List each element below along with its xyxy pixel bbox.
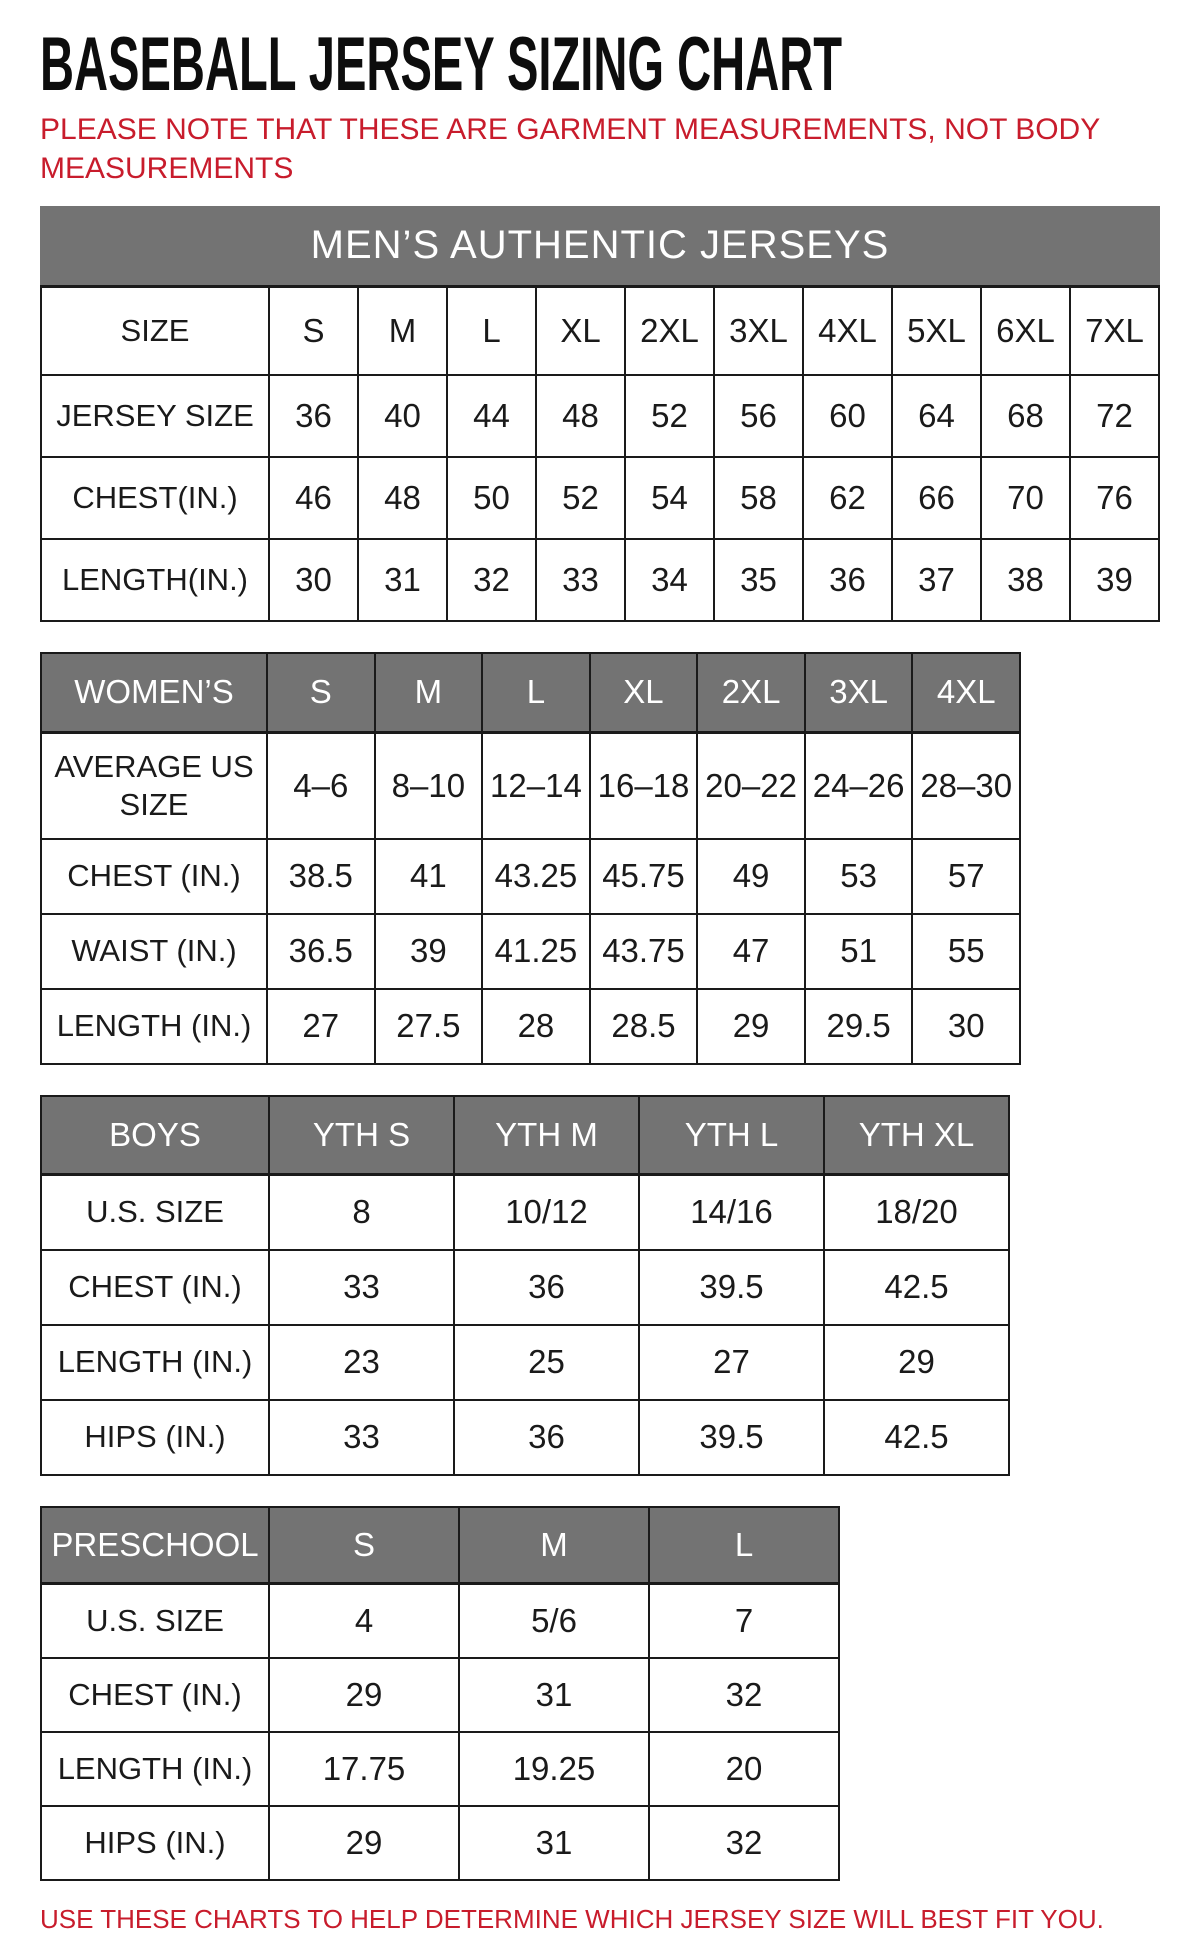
- table-cell: 42.5: [823, 1251, 1008, 1324]
- table-cell: 37: [891, 540, 980, 620]
- size-header-cell: 7XL: [1069, 288, 1158, 374]
- row-label: LENGTH (IN.): [57, 1750, 253, 1786]
- table-cell: 31: [458, 1659, 648, 1731]
- row-label: JERSEY SIZE: [56, 397, 254, 433]
- table-cell: 76: [1069, 458, 1158, 538]
- table-cell: 29: [696, 990, 804, 1063]
- row-label: CHEST(IN.): [72, 479, 238, 515]
- table-cell: 30: [911, 990, 1019, 1063]
- table-cell: 25: [453, 1326, 638, 1399]
- table-row: [42, 838, 1019, 913]
- table-cell: 29: [268, 1659, 458, 1731]
- row-label: HIPS (IN.): [84, 1419, 226, 1455]
- mens-size-label: SIZE: [120, 312, 190, 348]
- table-cell: 27: [266, 990, 374, 1063]
- table-cell: 31: [357, 540, 446, 620]
- table-cell: 29: [268, 1807, 458, 1879]
- size-header-cell: YTH S: [268, 1097, 453, 1173]
- size-header-cell: YTH L: [638, 1097, 823, 1173]
- size-header-cell: L: [481, 654, 589, 731]
- table-cell: 32: [446, 540, 535, 620]
- size-header-cell: S: [266, 654, 374, 731]
- table-cell: 34: [624, 540, 713, 620]
- table-cell: 68: [980, 376, 1069, 456]
- table-cell: 4–6: [266, 734, 374, 838]
- table-cell: 36: [802, 540, 891, 620]
- table-cell: 36: [453, 1401, 638, 1474]
- size-header-cell: 6XL: [980, 288, 1069, 374]
- row-label: LENGTH (IN.): [56, 1008, 252, 1044]
- table-cell: 45.75: [589, 840, 697, 913]
- table-cell: 16–18: [589, 734, 697, 838]
- table-cell: 31: [458, 1807, 648, 1879]
- size-header-cell: 2XL: [624, 288, 713, 374]
- table-cell: 54: [624, 458, 713, 538]
- table-cell: 36.5: [266, 915, 374, 988]
- table-row: [42, 1399, 1008, 1474]
- size-header-cell: XL: [535, 288, 624, 374]
- row-label: CHEST (IN.): [67, 858, 241, 894]
- mens-banner-text: MEN’S AUTHENTIC JERSEYS: [310, 222, 890, 267]
- table-cell: 27.5: [374, 990, 482, 1063]
- table-cell: 41.25: [481, 915, 589, 988]
- table-cell: 4: [268, 1585, 458, 1657]
- preschool-banner-label: PRESCHOOL: [42, 1508, 268, 1582]
- table-cell: 10/12: [453, 1176, 638, 1249]
- table-cell: 32: [648, 1659, 838, 1731]
- table-cell: 44: [446, 376, 535, 456]
- table-row: [42, 1249, 1008, 1324]
- mens-table-body: [40, 285, 1160, 622]
- table-cell: 36: [268, 376, 357, 456]
- table-cell: 35: [713, 540, 802, 620]
- table-cell: 8–10: [374, 734, 482, 838]
- table-cell: 48: [357, 458, 446, 538]
- table-cell: 23: [268, 1326, 453, 1399]
- table-cell: 18/20: [823, 1176, 1008, 1249]
- table-cell: 39: [374, 915, 482, 988]
- table-cell: 43.75: [589, 915, 697, 988]
- womens-banner-row: [42, 654, 1019, 731]
- table-cell: 53: [804, 840, 912, 913]
- size-header-cell: 5XL: [891, 288, 980, 374]
- table-cell: 43.25: [481, 840, 589, 913]
- row-label: HIPS (IN.): [84, 1824, 226, 1860]
- table-row: [42, 1173, 1008, 1249]
- boys-banner-row: [42, 1097, 1008, 1173]
- table-cell: 52: [624, 376, 713, 456]
- table-cell: 52: [535, 458, 624, 538]
- table-cell: 39: [1069, 540, 1158, 620]
- table-cell: 70: [980, 458, 1069, 538]
- table-row: [42, 1324, 1008, 1399]
- table-cell: 24–26: [804, 734, 912, 838]
- table-cell: 19.25: [458, 1733, 648, 1805]
- table-cell: 66: [891, 458, 980, 538]
- table-cell: 39.5: [638, 1251, 823, 1324]
- row-label: LENGTH (IN.): [57, 1344, 253, 1380]
- boys-table-body: [40, 1095, 1010, 1476]
- table-cell: 28: [481, 990, 589, 1063]
- size-header-cell: M: [357, 288, 446, 374]
- size-header-cell: M: [458, 1508, 648, 1582]
- table-row: [42, 1582, 838, 1657]
- size-header-cell: L: [446, 288, 535, 374]
- size-header-cell: 4XL: [911, 654, 1019, 731]
- table-cell: 29: [823, 1326, 1008, 1399]
- table-cell: 64: [891, 376, 980, 456]
- row-label: LENGTH(IN.): [62, 561, 248, 597]
- table-cell: 14/16: [638, 1176, 823, 1249]
- table-cell: 49: [696, 840, 804, 913]
- table-cell: 51: [804, 915, 912, 988]
- table-row: [42, 456, 1158, 538]
- table-cell: 28.5: [589, 990, 697, 1063]
- table-cell: 72: [1069, 376, 1158, 456]
- table-row: [42, 538, 1158, 620]
- table-cell: 32: [648, 1807, 838, 1879]
- size-header-cell: 3XL: [713, 288, 802, 374]
- table-cell: 17.75: [268, 1733, 458, 1805]
- preschool-banner-row: [42, 1508, 838, 1582]
- table-row: [42, 1731, 838, 1805]
- size-header-cell: YTH XL: [823, 1097, 1008, 1173]
- table-cell: 50: [446, 458, 535, 538]
- size-header-cell: YTH M: [453, 1097, 638, 1173]
- table-cell: 27: [638, 1326, 823, 1399]
- bottom-note: USE THESE CHARTS TO HELP DETERMINE WHICH JERSEY SIZE WILL BEST FIT YOU.: [40, 1903, 1104, 1934]
- mens-table: [40, 206, 1160, 622]
- size-header-cell: 3XL: [804, 654, 912, 731]
- row-label: WAIST (IN.): [71, 933, 237, 969]
- table-cell: 30: [268, 540, 357, 620]
- row-label: U.S. SIZE: [86, 1194, 224, 1230]
- size-header-cell: L: [648, 1508, 838, 1582]
- mens-banner: [40, 206, 1160, 285]
- page-title: BASEBALL JERSEY SIZING CHART: [40, 22, 843, 107]
- size-header-cell: XL: [589, 654, 697, 731]
- table-cell: 56: [713, 376, 802, 456]
- table-cell: 33: [268, 1251, 453, 1324]
- boys-banner-label: BOYS: [42, 1097, 268, 1173]
- womens-table: [40, 652, 1021, 1065]
- table-cell: 38: [980, 540, 1069, 620]
- table-row: [42, 1657, 838, 1731]
- table-cell: 58: [713, 458, 802, 538]
- table-row: [42, 1805, 838, 1879]
- row-label: CHEST (IN.): [68, 1269, 242, 1305]
- row-label: U.S. SIZE: [86, 1602, 224, 1638]
- table-row: [42, 374, 1158, 456]
- row-label: AVERAGE US SIZE: [54, 749, 254, 822]
- mens-header-row: [42, 288, 1158, 374]
- table-cell: 62: [802, 458, 891, 538]
- table-cell: 46: [268, 458, 357, 538]
- table-cell: 40: [357, 376, 446, 456]
- table-row: [42, 731, 1019, 838]
- table-cell: 29.5: [804, 990, 912, 1063]
- table-cell: 36: [453, 1251, 638, 1324]
- top-note: PLEASE NOTE THAT THESE ARE GARMENT MEASUREMENTS, NOT BODY MEASUREMENTS: [40, 112, 1100, 185]
- table-cell: 8: [268, 1176, 453, 1249]
- table-cell: 12–14: [481, 734, 589, 838]
- size-header-cell: M: [374, 654, 482, 731]
- table-cell: 47: [696, 915, 804, 988]
- table-row: [42, 913, 1019, 988]
- preschool-table-body: [40, 1506, 840, 1881]
- womens-banner-label: WOMEN’S: [42, 654, 266, 731]
- table-cell: 55: [911, 915, 1019, 988]
- size-header-cell: 4XL: [802, 288, 891, 374]
- womens-table-body: [40, 652, 1021, 1065]
- table-row: [42, 988, 1019, 1063]
- preschool-table: [40, 1506, 840, 1881]
- table-cell: 41: [374, 840, 482, 913]
- table-cell: 5/6: [458, 1585, 648, 1657]
- size-header-cell: 2XL: [696, 654, 804, 731]
- row-label: CHEST (IN.): [68, 1676, 242, 1712]
- boys-table: [40, 1095, 1010, 1476]
- table-cell: 33: [535, 540, 624, 620]
- table-cell: 38.5: [266, 840, 374, 913]
- size-header-cell: S: [268, 288, 357, 374]
- table-cell: 28–30: [911, 734, 1019, 838]
- table-cell: 20–22: [696, 734, 804, 838]
- table-cell: 7: [648, 1585, 838, 1657]
- table-cell: 39.5: [638, 1401, 823, 1474]
- size-header-cell: S: [268, 1508, 458, 1582]
- table-cell: 48: [535, 376, 624, 456]
- table-cell: 42.5: [823, 1401, 1008, 1474]
- table-cell: 57: [911, 840, 1019, 913]
- table-cell: 60: [802, 376, 891, 456]
- table-cell: 20: [648, 1733, 838, 1805]
- table-cell: 33: [268, 1401, 453, 1474]
